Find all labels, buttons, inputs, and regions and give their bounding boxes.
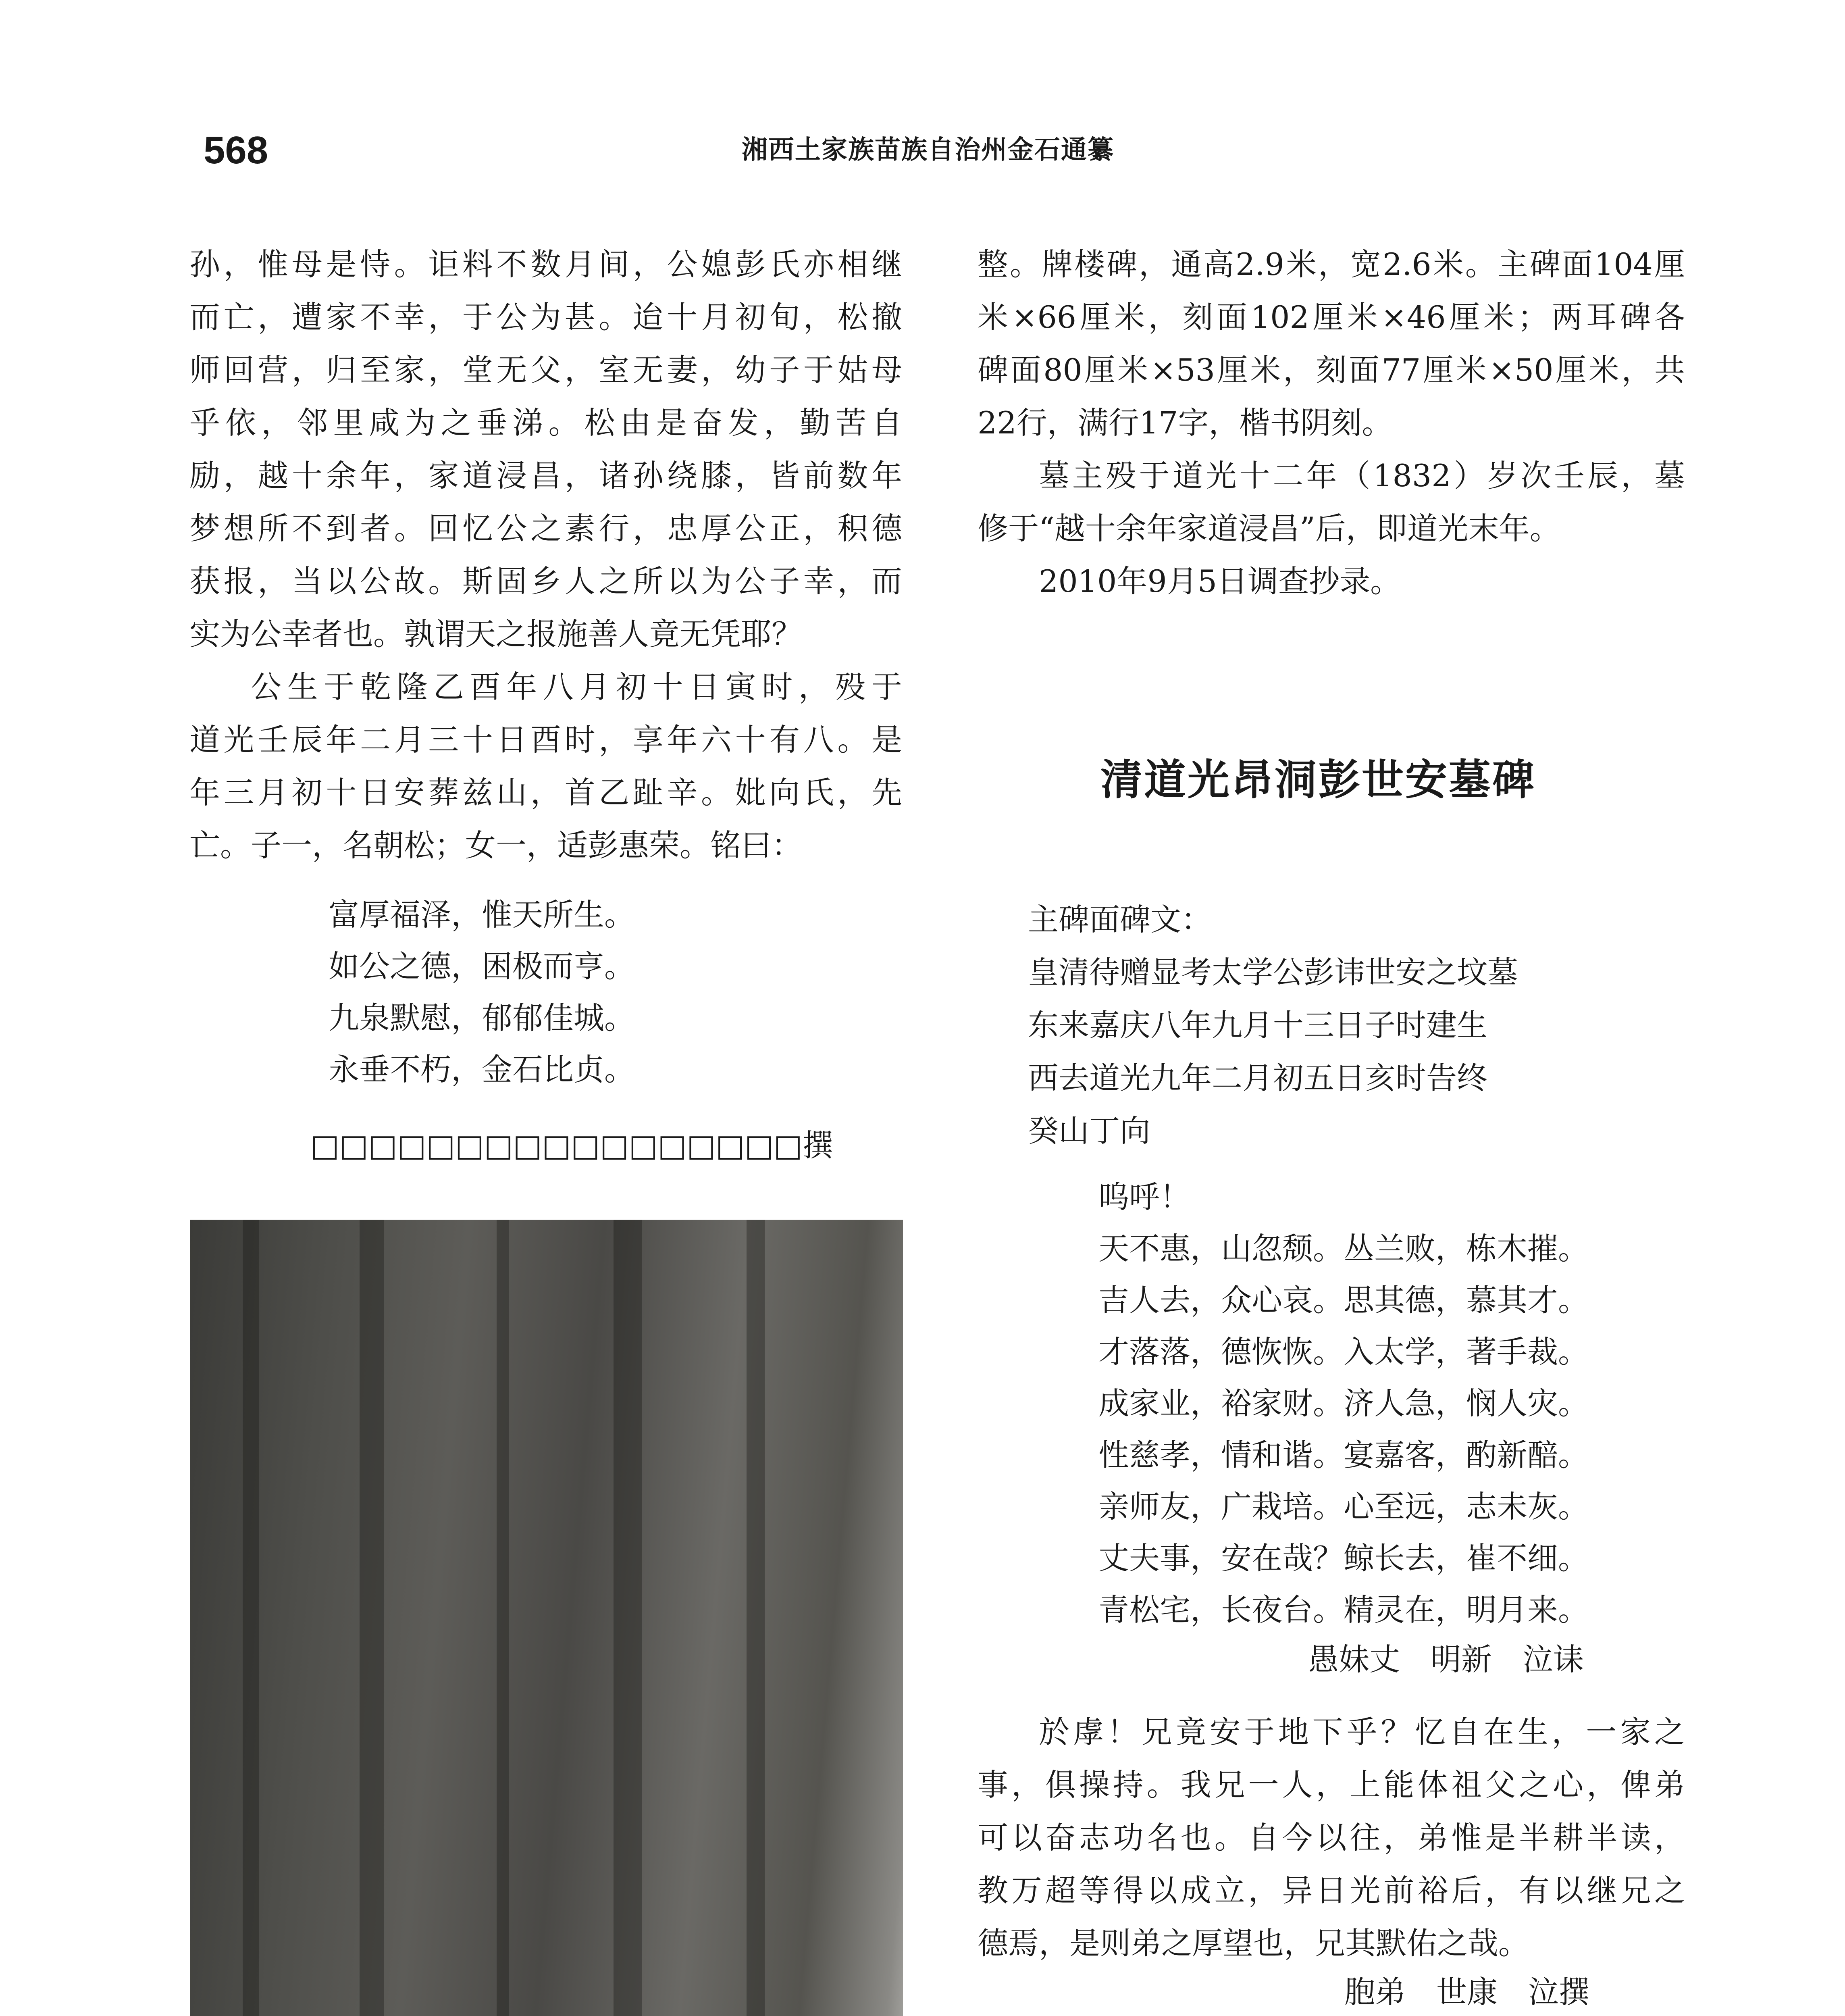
text-line: 实为公幸者也。孰谓天之报施善人竟无凭耶？ — [189, 616, 802, 652]
text-line: 公生于乾隆乙酉年八月初十日寅时，殁于 — [251, 669, 902, 705]
text-line: 师回营，归至家，堂无父，室无妻，幼子于姑母 — [189, 352, 902, 388]
text-line: 道光壬辰年二月三十日酉时，享年六十有八。是 — [189, 722, 902, 758]
elegy — [1098, 1171, 1589, 1636]
page-number: 568 — [204, 129, 268, 172]
text-line: 教万超等得以成立，异日光前裕后，有以继兄之 — [978, 1872, 1685, 1908]
main-line: 西去道光九年二月初五日亥时告终 — [1028, 1060, 1487, 1096]
text-line: 於虖！兄竟安于地下乎？忆自在生，一家之 — [1039, 1714, 1685, 1750]
note-2 — [978, 449, 1685, 555]
verse-line: 九泉默慰，郁郁佳城。 — [329, 1000, 635, 1036]
elegy-open: 呜呼！ — [1098, 1179, 1190, 1215]
elegy-line: 丈夫事，安在哉？鲸长去，崔不细。 — [1098, 1540, 1589, 1576]
elegy-line: 青松宅，长夜台。精灵在，明月来。 — [1098, 1592, 1589, 1628]
elegy-line: 吉人去，众心哀。思其德，慕其才。 — [1098, 1282, 1589, 1318]
text-line: 修于“越十余年家道浸昌”后，即道光末年。 — [978, 510, 1560, 546]
text-line: 孙，惟母是恃。讵料不数月间，公媳彭氏亦相继 — [189, 246, 902, 282]
main-stele-text — [1028, 893, 1685, 1157]
stele-photo — [190, 1220, 903, 2016]
brother-paragraph — [978, 1706, 1685, 1970]
text-line: 亡。子一，名朝松；女一，适彭惠荣。铭曰： — [189, 827, 802, 863]
elegy-line: 才落落，德恢恢。入太学，著手裁。 — [1098, 1334, 1589, 1370]
right-column — [978, 238, 1685, 608]
author-line: □□□□□□□□□□□□□□□□□撰 — [310, 1127, 833, 1163]
brother-signature: 胞弟 世康 泣撰 — [1344, 1974, 1589, 2010]
text-line: 德焉，是则弟之厚望也，兄其默佑之哉。 — [978, 1925, 1529, 1961]
elegy-line: 亲师友，广栽培。心至远，志未灰。 — [1098, 1489, 1589, 1524]
note-continuation — [978, 238, 1685, 449]
elegy-signature: 愚妹丈 明新 泣诔 — [1308, 1641, 1584, 1677]
text-line: 碑面80厘米×53厘米，刻面77厘米×50厘米，共 — [978, 352, 1685, 388]
elegy-line: 性慈孝，情和谐。宴嘉客，酌新醅。 — [1098, 1437, 1589, 1473]
text-line: 米×66厘米，刻面102厘米×46厘米；两耳碑各 — [978, 299, 1685, 335]
text-line: 事，俱操持。我兄一人，上能体祖父之心，俾弟 — [978, 1767, 1685, 1803]
elegy-line: 成家业，裕家财。济人急，悯人灾。 — [1098, 1385, 1589, 1421]
section-title: 清道光昂洞彭世安墓碑 — [1100, 757, 1536, 804]
inscription-verse — [329, 889, 635, 1095]
verse-line: 永垂不朽，金石比贞。 — [329, 1052, 635, 1087]
main-label: 主碑面碑文： — [1028, 902, 1212, 937]
left-column — [189, 238, 902, 872]
main-line: 皇清待赠显考太学公彭讳世安之坟墓 — [1028, 954, 1518, 990]
main-line: 癸山丁向 — [1028, 1113, 1150, 1149]
paragraph-1 — [189, 238, 902, 660]
text-line: 励，越十余年，家道浸昌，诸孙绕膝，皆前数年 — [189, 458, 902, 494]
main-line: 东来嘉庆八年九月十三日子时建生 — [1028, 1007, 1487, 1043]
text-line: 22行，满行17字，楷书阴刻。 — [978, 405, 1393, 441]
text-line: 梦想所不到者。回忆公之素行，忠厚公正，积德 — [189, 510, 902, 546]
text-line: 年三月初十日安葬兹山，首乙趾辛。妣向氏，先 — [189, 775, 902, 810]
verse-line: 富厚福泽，惟天所生。 — [329, 897, 635, 933]
text-line: 而亡，遭家不幸，于公为甚。迨十月初旬，松撤 — [189, 299, 902, 335]
text-line: 墓主殁于道光十二年（1832）岁次壬辰，墓 — [1039, 458, 1685, 494]
text-line: 乎依，邻里咸为之垂涕。松由是奋发，勤苦自 — [189, 405, 902, 441]
elegy-line: 天不惠，山忽颓。丛兰败，栋木摧。 — [1098, 1231, 1589, 1266]
running-header: 湘西土家族苗族自治州金石通纂 — [742, 135, 1114, 164]
text-line: 获报，当以公故。斯固乡人之所以为公子幸，而 — [189, 563, 902, 599]
verse-line: 如公之德，困极而亨。 — [329, 948, 635, 984]
paragraph-2 — [189, 660, 902, 872]
text-line: 可以奋志功名也。自今以往，弟惟是半耕半读， — [978, 1820, 1685, 1856]
survey-date: 2010年9月5日调查抄录。 — [1039, 563, 1401, 599]
text-line: 整。牌楼碑，通高2.9米，宽2.6米。主碑面104厘 — [978, 246, 1685, 282]
